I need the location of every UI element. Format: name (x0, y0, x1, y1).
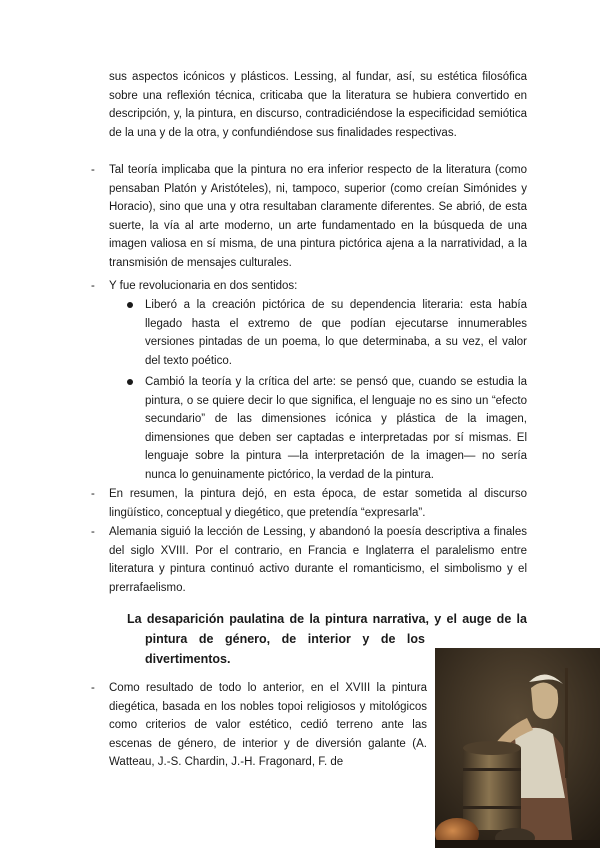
barrel-band (463, 768, 521, 771)
list-item-text: Alemania siguió la lección de Lessing, y abandonó la poesía descriptiva a finales del siglo XVIII. Por el contrario, en Francia e Inglaterra el paralelismo entre literatura y pintura continuó activo durante el romanticismo, el simbolismo y el prerrafaelismo. (109, 526, 527, 594)
list-dash: - (91, 526, 95, 538)
water-barrel (463, 748, 521, 830)
list-item-resultado (91, 679, 427, 772)
bullet-item-cambio (145, 373, 527, 485)
bullet-dot (127, 379, 133, 385)
list-dash: - (91, 682, 95, 694)
bullet-text: Cambió la teoría y la crítica del arte: se pensó que, cuando se estudia la pintura, o se quiere decir lo que significa, el lenguaje no es sino un “efecto secundario” de las dimensiones icónica y plástica de la imagen, dimensiones que deben ser captadas e interpretadas por sí mismas. El lenguaje sobre la pintura —la interpretación de la imagen— no sería nunca lo genuinamente pictórico, la verdad de la pintura. (145, 376, 527, 481)
barrel-top (463, 741, 521, 755)
list-item-revolucionaria (91, 277, 527, 296)
broom-handle (565, 668, 568, 778)
list-dash: - (91, 280, 95, 292)
chardin-painting-image (435, 648, 600, 848)
bullet-item-libero (145, 296, 527, 370)
heading-line-2: pintura de género, de interior y de los (145, 632, 425, 646)
list-item-text: Y fue revolucionaria en dos sentidos: (109, 280, 298, 292)
list-item-alemania (91, 523, 527, 597)
list-item-text: Tal teoría implicaba que la pintura no era inferior respecto de la literatura (como pensaban Platón y Aristóteles), ni, tampoco, superior (como creían Simónides y Horacio), sino que una y otra resultaban claramente diferentes. Se abrió, de esta suerte, la vía al arte moderno, un arte fundamentado en la búsqueda de una imagen valiosa en sí misma, de una pintura pictórica ajena a la narratividad, a la transmisión de mensajes culturales. (109, 164, 527, 269)
barrel-band (463, 806, 521, 809)
list-item-resumen (91, 485, 527, 522)
list-item-teoria (91, 161, 527, 273)
list-item-text: Como resultado de todo lo anterior, en el XVIII la pintura diegética, basada en los nobles topoi religiosos y mitológicos como criterios de valor estético, cedió terreno ante las escenas de género, de interior y de diversión galante (A. Watteau, J.-S. Chardin, J.-H. Fragonard, F. de (109, 682, 427, 769)
list-dash: - (91, 488, 95, 500)
heading-line-3: divertimentos. (145, 652, 231, 666)
list-dash: - (91, 164, 95, 176)
bullet-dot (127, 302, 133, 308)
continuation-paragraph: sus aspectos icónicos y plásticos. Lessing, al fundar, así, su estética filosófica sobre una reflexión técnica, criticaba que la literatura se hubiera convertido en descripción, y, la pintura, en discurso, contradiciéndose la especificidad semiótica de la una y de la otra, y confundiéndose sus finalidades respectivas. (109, 71, 527, 139)
list-item-text: En resumen, la pintura dejó, en esta época, de estar sometida al discurso lingüístico, conceptual y diegético, que pretendía “expresarla”. (109, 488, 527, 519)
floor-shadow (435, 840, 600, 848)
heading-line-1: La desaparición paulatina de la pintura narrativa, y el auge de la (127, 612, 527, 626)
bullet-text: Liberó a la creación pictórica de su dependencia literaria: esta había llegado hasta el extremo de que podían ejecutarse innumerables versiones pintadas de un poema, lo que determinaba, a su vez, el valor del texto poético. (145, 299, 527, 367)
